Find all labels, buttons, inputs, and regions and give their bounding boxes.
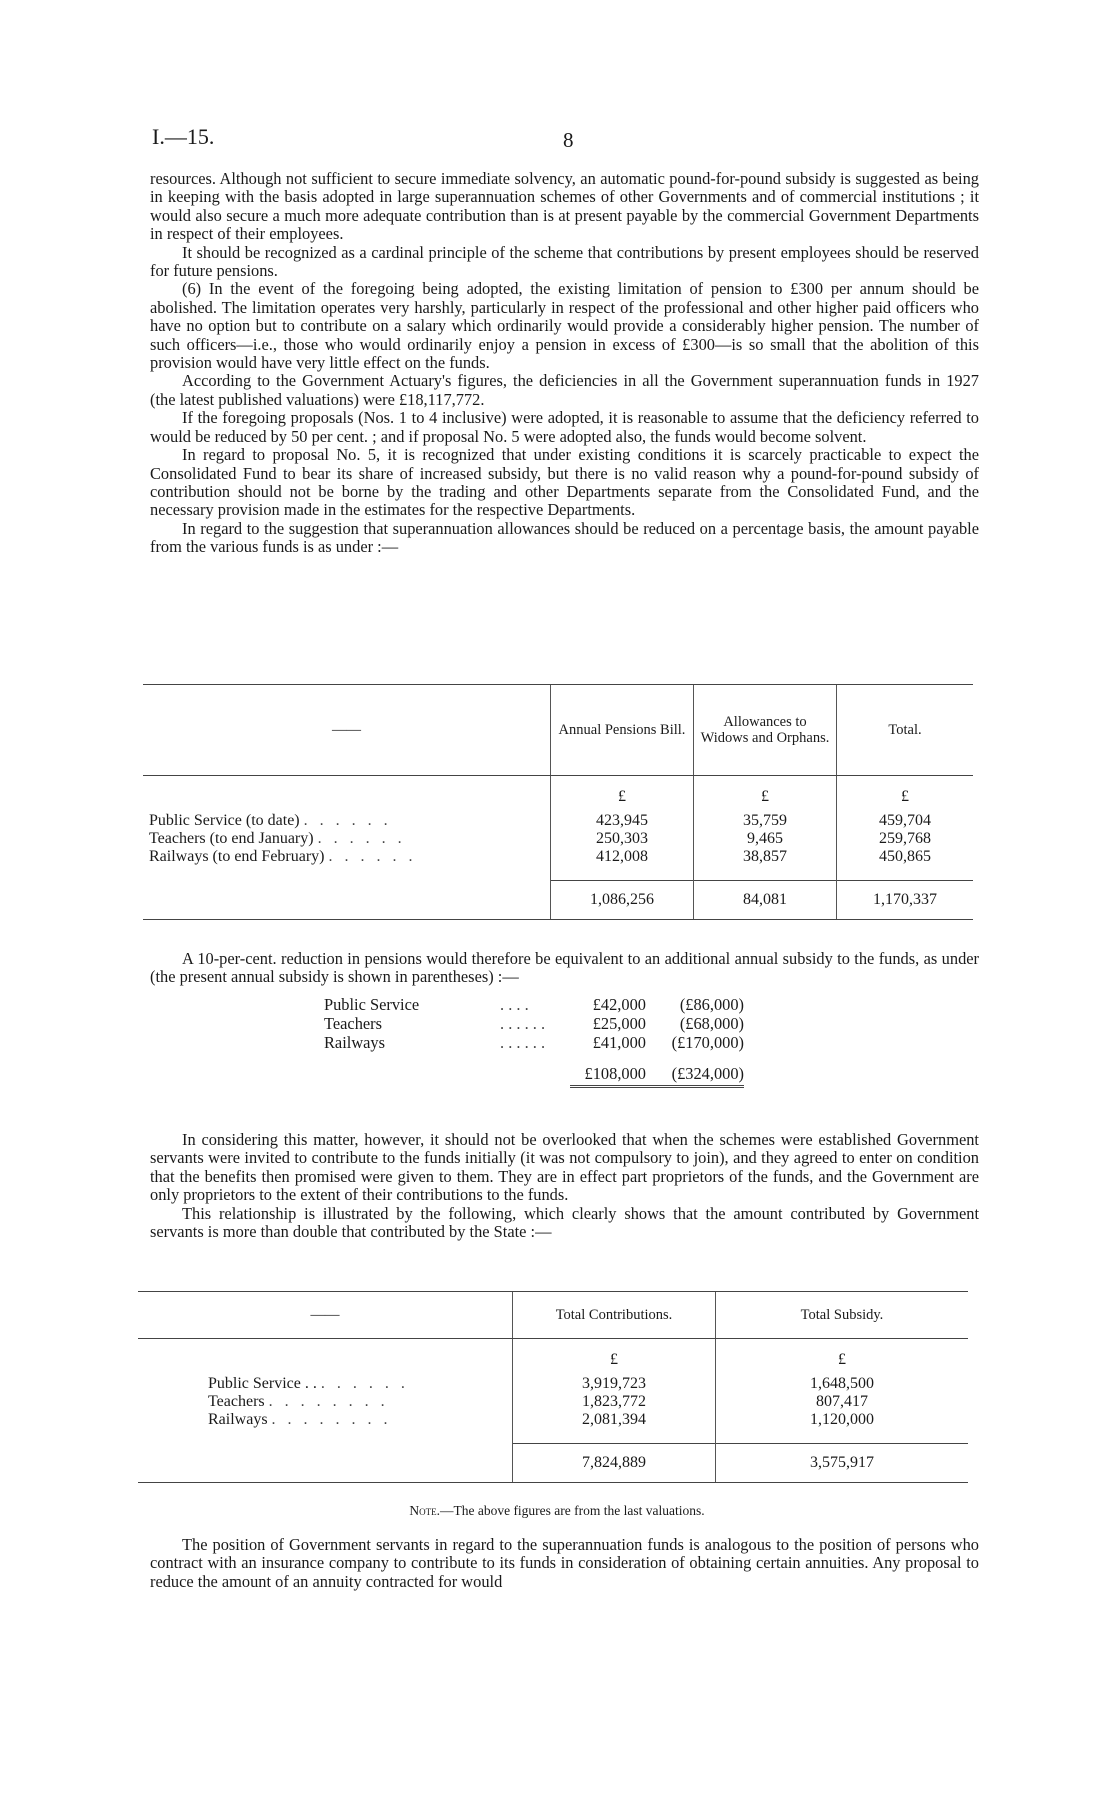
leader-dots: . . . . . . . . bbox=[268, 1393, 389, 1410]
table-row bbox=[138, 1375, 968, 1393]
present-subsidy: (£170,000) bbox=[671, 1033, 744, 1052]
table-note bbox=[0, 1503, 1114, 1519]
leader-dots: . . . . . . . . bbox=[271, 1411, 392, 1428]
row-label: Public Service . . bbox=[208, 1375, 317, 1392]
total-cell: 84,081 bbox=[694, 880, 837, 919]
table-cell: 1,120,000 bbox=[716, 1411, 969, 1443]
table-row bbox=[138, 1393, 968, 1411]
table-cell: 1,648,500 bbox=[716, 1375, 969, 1393]
subsidy-total bbox=[324, 1064, 744, 1088]
table-cell: 807,417 bbox=[716, 1393, 969, 1411]
table-cell: 459,704 bbox=[837, 812, 974, 830]
paragraph: In regard to proposal No. 5, it is recognized that under existing conditions it is scarcely practicable to expect the Consolidated Fund to bear its share of increased subsidy, but there is no valid reason why a pound-for-pound subsidy of contribution should not be borne by the trading and other Departments separate from the Consolidated Fund, and the necessary provision made in the estimates for the respective Departments. bbox=[150, 445, 979, 520]
total-amount: £108,000 bbox=[570, 1064, 646, 1088]
total-cell: 1,170,337 bbox=[837, 880, 974, 919]
table-cell: 1,823,772 bbox=[513, 1393, 716, 1411]
table-cell: 2,081,394 bbox=[513, 1411, 716, 1443]
page-number: 8 bbox=[563, 128, 574, 152]
note-lead: Note. bbox=[409, 1503, 440, 1518]
leader-dots: . . . . bbox=[500, 995, 529, 1014]
paragraph: In considering this matter, however, it should not be overlooked that when the schemes were established Government servants were invited to contribute to the funds initially (it was not compulsory to join), and they agreed to enter on condition that the benefits then promised were given to them. They are in effect part proprietors of the funds, and the Government are only proprietors to the extent of their contributions to the funds. bbox=[150, 1130, 979, 1205]
total-present: (£324,000) bbox=[646, 1064, 744, 1088]
currency-symbol: £ bbox=[551, 776, 694, 813]
row-label: Railways bbox=[208, 1411, 268, 1428]
leader-dots: . . . . . . bbox=[303, 812, 392, 829]
total-cell: 1,086,256 bbox=[551, 880, 694, 919]
note-text: —The above figures are from the last valuations. bbox=[439, 1503, 705, 1518]
row-label: Teachers bbox=[208, 1393, 265, 1410]
leader-dots: . . . . . . bbox=[500, 1014, 546, 1033]
amount: £42,000 bbox=[592, 995, 646, 1014]
table-cell: 3,919,723 bbox=[513, 1375, 716, 1393]
table-cell: 412,008 bbox=[551, 848, 694, 880]
leader-dots: . . . . . . bbox=[500, 1033, 546, 1052]
table-cell: 259,768 bbox=[837, 830, 974, 848]
paragraph: (6) In the event of the foregoing being adopted, the existing limitation of pension to £300 per annum should be abolished. The limitation operates very harshly, particularly in respect of the professional and other higher paid officers who have no option but to contribute on a salary which ordinarily would provide a considerably higher pension. The number of such officers—i.e., those who would ordinarily enjoy a pension in excess of £300—is so small that the abolition of this provision would have very little effect on the funds. bbox=[150, 279, 979, 373]
table-header-blank: —— bbox=[138, 1292, 513, 1339]
paragraph: This relationship is illustrated by the following, which clearly shows that the amount contributed by Government servants is more than double that contributed by the State :— bbox=[150, 1203, 979, 1242]
table-cell: 35,759 bbox=[694, 812, 837, 830]
paragraph: If the foregoing proposals (Nos. 1 to 4 inclusive) were adopted, it is reasonable to assume that the deficiency referred to would be reduced by 50 per cent. ; and if proposal No. 5 were adopted also, the funds would become solvent. bbox=[150, 408, 979, 446]
table-cell: 250,303 bbox=[551, 830, 694, 848]
item-label: Teachers bbox=[324, 1014, 382, 1033]
leader-dots: . . . . . . bbox=[320, 1375, 409, 1392]
total-cell: 3,575,917 bbox=[716, 1443, 969, 1482]
paragraph: A 10-per-cent. reduction in pensions would therefore be equivalent to an additional annual subsidy to the funds, as under (the present annual subsidy is shown in parentheses) :— bbox=[150, 949, 979, 987]
leader-dots: . . . . . . bbox=[317, 830, 406, 847]
list-item bbox=[324, 995, 744, 1014]
row-label: Teachers (to end January) bbox=[149, 830, 314, 847]
column-header: Annual Pensions Bill. bbox=[551, 685, 694, 776]
currency-symbol: £ bbox=[694, 776, 837, 813]
column-header: Allowances to Widows and Orphans. bbox=[694, 685, 837, 776]
total-cell: 7,824,889 bbox=[513, 1443, 716, 1482]
table-cell: 38,857 bbox=[694, 848, 837, 880]
table-cell: 450,865 bbox=[837, 848, 974, 880]
table-row bbox=[143, 848, 973, 880]
leader-dots: . . . . . . bbox=[328, 848, 417, 865]
item-label: Public Service bbox=[324, 995, 420, 1014]
amount: £25,000 bbox=[592, 1014, 646, 1033]
table-row bbox=[143, 812, 973, 830]
paragraph: It should be recognized as a cardinal principle of the scheme that contributions by present employees should be reserved for future pensions. bbox=[150, 242, 979, 281]
contributions-table bbox=[138, 1291, 968, 1483]
body-text-section-2 bbox=[150, 1131, 979, 1241]
paragraph: According to the Government Actuary's figures, the deficiencies in all the Government superannuation funds in 1927 (the latest published valuations) were £18,117,772. bbox=[150, 371, 979, 409]
document-reference: I.—15. bbox=[152, 124, 215, 149]
column-header: Total Subsidy. bbox=[716, 1292, 969, 1339]
amount: £41,000 bbox=[592, 1033, 646, 1052]
table-cell: 9,465 bbox=[694, 830, 837, 848]
row-label: Public Service (to date) bbox=[149, 812, 300, 829]
table-cell: 423,945 bbox=[551, 812, 694, 830]
list-item bbox=[324, 1033, 744, 1052]
list-item bbox=[324, 1014, 744, 1033]
body-text-section-3 bbox=[150, 1536, 979, 1591]
paragraph: resources. Although not sufficient to secure immediate solvency, an automatic pound-for-pound subsidy is suggested as being in keeping with the basis adopted in large superannuation schemes of other Governments and of commercial institutions ; it would also secure a much more adequate contribution than is at present payable by the commercial Government Departments in respect of their employees. bbox=[150, 169, 979, 244]
paragraph: In regard to the suggestion that superannuation allowances should be reduced on a percentage basis, the amount payable from the various funds is as under :— bbox=[150, 518, 979, 557]
present-subsidy: (£86,000) bbox=[679, 995, 744, 1014]
subsidy-list bbox=[324, 995, 744, 1088]
pensions-table bbox=[143, 684, 973, 920]
table-row bbox=[138, 1411, 968, 1443]
present-subsidy: (£68,000) bbox=[679, 1014, 744, 1033]
totals-row bbox=[143, 880, 973, 919]
paragraph: The position of Government servants in regard to the superannuation funds is analogous to the position of persons who contract with an insurance company to contribute to its funds in consideration of obtaining certain annuities. Any proposal to reduce the amount of an annuity contracted for would bbox=[150, 1535, 979, 1591]
column-header: Total. bbox=[837, 685, 974, 776]
table-header-blank: —— bbox=[143, 685, 551, 776]
currency-symbol: £ bbox=[716, 1339, 969, 1376]
table-row bbox=[143, 830, 973, 848]
item-label: Railways bbox=[324, 1033, 386, 1052]
currency-symbol: £ bbox=[513, 1339, 716, 1376]
body-text-section-1 bbox=[150, 170, 979, 557]
row-label: Railways (to end February) bbox=[149, 848, 325, 865]
totals-row bbox=[138, 1443, 968, 1482]
column-header: Total Contributions. bbox=[513, 1292, 716, 1339]
currency-symbol: £ bbox=[837, 776, 974, 813]
